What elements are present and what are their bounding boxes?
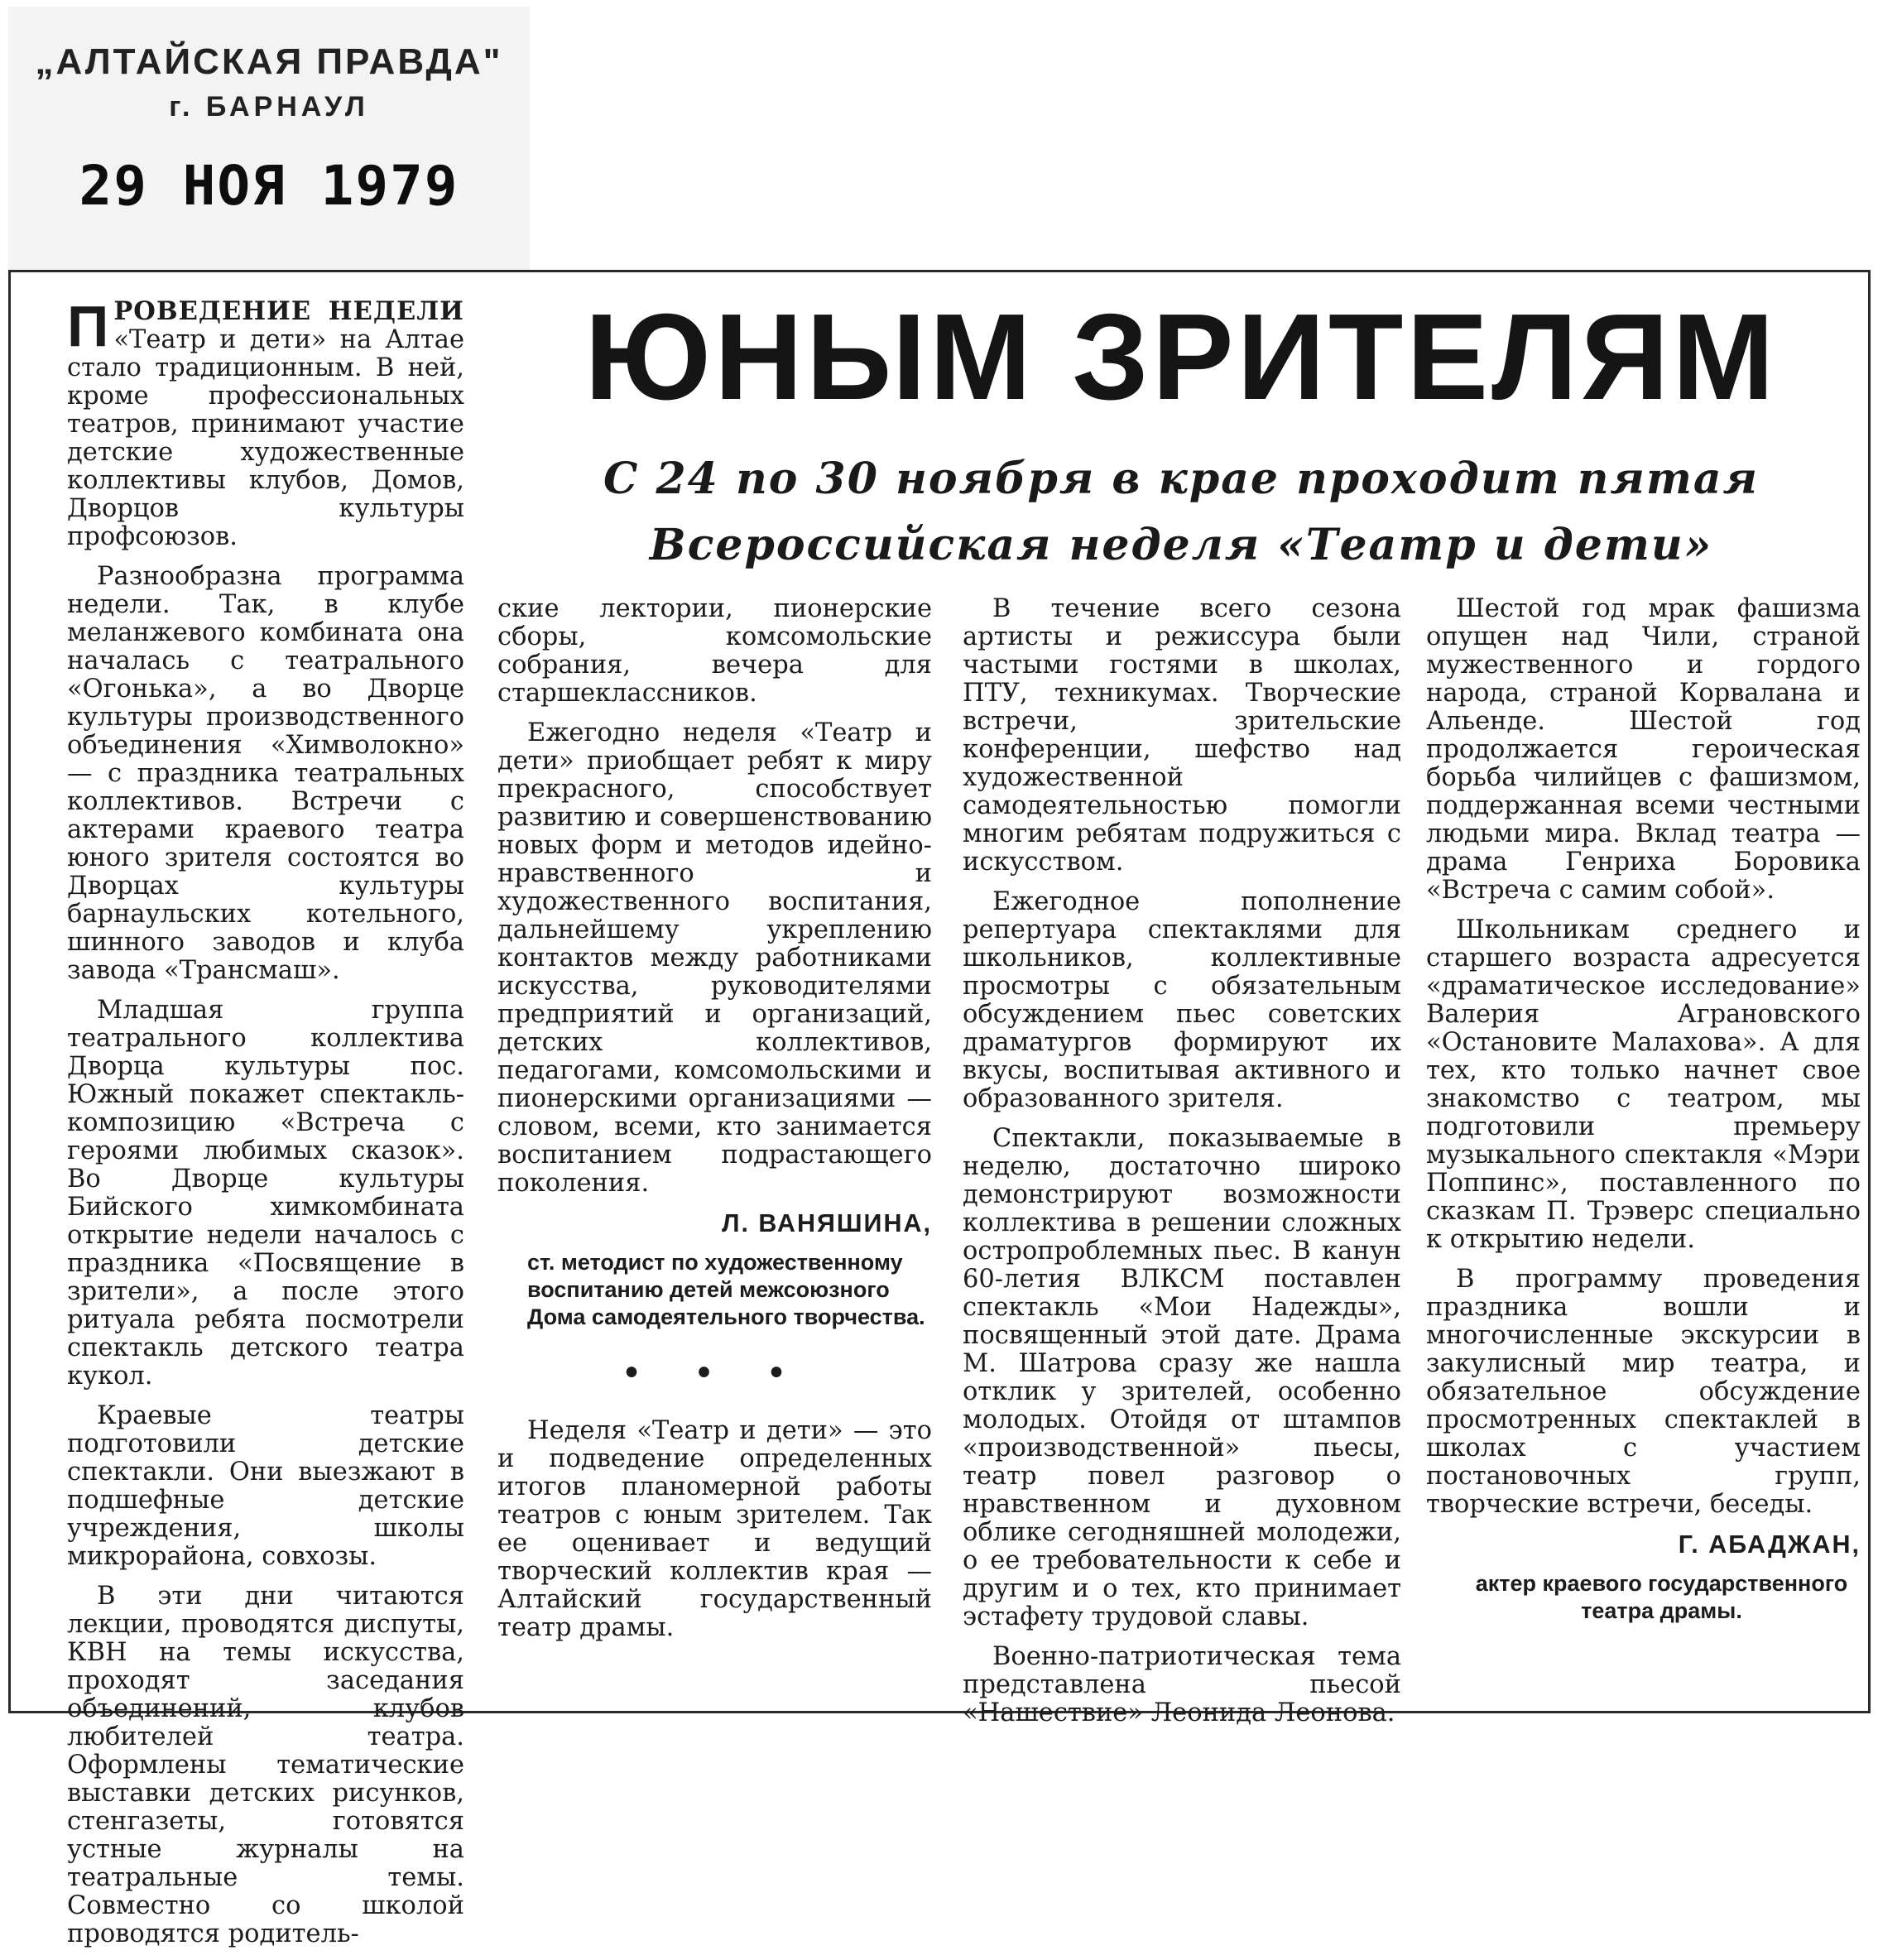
author-role: актер краевого государственного театра драмы. [1475,1571,1848,1623]
headline: ЮНЫМ ЗРИТЕЛЯМ [584,289,1778,425]
lead-paragraph [67,294,464,551]
author-signature: Г. АБАДЖАН, [1678,1530,1861,1559]
paragraph: ские лектории, пионерские сборы, комсомольские собрания, вечера для старшеклассников. [497,594,932,708]
lead-caps: РОВЕДЕНИЕ НЕДЕЛИ [113,296,464,326]
stamp-date: 29 НОЯ 1979 [79,154,459,218]
paragraph: Младшая группа театрального коллектива Дворца культуры пос. Южный покажет спектакль-композицию «Встреча с героями любимых сказок». Во Дворце культуры Бийского химкомбината открытие недели началось с праздника «Посвящение в зрители», а после этого ритуала ребята посмотрели спектакль детского театра кукол. [67,996,464,1391]
stamp-newspaper-name: „АЛТАЙСКАЯ ПРАВДА" [35,41,503,82]
paragraph: Шестой год мрак фашизма опущен над Чили, страной мужественного и гордого народа, страной Корвалана и Альенде. Шестой год продолжается героическая борьба чилийцев с фашизмом, поддержанная всеми честными людьми мира. Вклад театра — драма Генриха Боровика «Встреча с самим собой». [1426,594,1861,905]
paragraph: Школьникам среднего и старшего возраста адресуется «драматическое исследование» Валерия Аграновского «Остановите Малахова». А для тех, кто только начнет свое знакомство с театром, мы подготовили премьеру музыкального спектакля «Мэри Поппинс», поставленного по сказкам П. Трэверс специально к открытию недели. [1426,915,1861,1254]
article-column-2 [497,595,932,1654]
paragraph: Разнообразна программа недели. Так, в клубе меланжевого комбината она началась с театрального «Огонька», а во Дворце культуры производственного объединения «Химволокно» — с праздника театральных коллективов. Встречи с актерами краевого театра юного зрителя состоятся во Дворцах культуры барнаульских котельного, шинного заводов и клуба завода «Трансмаш». [67,562,464,985]
newspaper-clipping [8,270,1871,1948]
author-role: ст. методист по художественному воспитанию детей межсоюзного Дома самодеятельного творчества. [527,1250,925,1329]
paragraph: Спектакли, показываемые в неделю, достаточно широко демонстрируют возможности коллектива в решении сложных остропроблемных пьес. В канун 60-летия ВЛКСМ поставлен спектакль «Мои Надежды», посвященный этой дате. Драма М. Шатрова сразу же нашла отклик у зрителей, особенно молодых. Отойдя от штампов «производственной» пьесы, театр повел разговор о нравственном и духовном облике сегодняшней молодежи, о ее требовательности к себе и другим и о тех, кто принимает эстафету трудовой славы. [963,1124,1401,1631]
lead-text: «Театр и дети» на Алтае стало традиционным. В ней, кроме профессиональных театров, принимают участие детские художественные коллективы клубов, Домов, Дворцов культуры профсоюзов. [67,325,464,551]
drop-cap: П [67,294,109,358]
paragraph: Военно-патриотическая тема представлена пьесой «Нашествие» Леонида Леонова. [963,1642,1401,1727]
paragraph: В программу проведения праздника вошли и многочисленные экскурсии в закулисный мир театра, и обязательное обсуждение просмотренных спектаклей в школах с участием постановочных групп, творческие встречи, беседы. [1426,1265,1861,1519]
paragraph: Ежегодно неделя «Театр и дети» приобщает ребят к миру прекрасного, способствует развитию и совершенствованию новых форм и методов идейно-нравственного и художественного воспитания, дальнейшему укреплению контактов между работниками искусства, руководителями предприятий и организаций, детских коллективов, педагогами, комсомольскими и пионерскими организациями — словом, всеми, кто занимается воспитанием подрастающего поколения. [497,718,932,1198]
author-signature: Л. ВАНЯШИНА, [722,1209,932,1237]
subheadline-line-2: Всероссийская неделя «Театр и дети» [649,520,1713,570]
section-divider: • • • [622,1356,808,1391]
article-column-4 [1426,595,1861,1641]
paragraph: Неделя «Театр и дети» — это и подведение определенных итогов планомерной работы театров с юным зрителем. Так ее оценивает и ведущий творческий коллектив края — Алтайский государственный театр драмы. [497,1416,932,1642]
subheadline-line-1: С 24 по 30 ноября в крае проходит пятая [603,454,1759,504]
paragraph: Ежегодное пополнение репертуара спектаклями для школьников, коллективные просмотры с обязательным обсуждением пьес советских драматургов формируют их вкусы, воспитывая активного и образованного зрителя. [963,887,1401,1113]
archive-stamp [8,7,530,270]
article-column-3 [963,595,1401,1739]
paragraph: Краевые театры подготовили детские спектакли. Они выезжают в подшефные детские учреждения, школы микрорайона, совхозы. [67,1401,464,1571]
paragraph: В эти дни читаются лекции, проводятся диспуты, КВН на темы искусства, проходят заседания объединений, клубов любителей театра. Оформлены тематические выставки детских рисунков, стенгазеты, готовятся устные журналы на театральные темы. Совместно со школой проводятся родитель- [67,1582,464,1948]
stamp-city: г. БАРНАУЛ [169,91,369,122]
paragraph: В течение всего сезона артисты и режиссура были частыми гостями в школах, ПТУ, техникумах. Творческие встречи, зрительские конференции, шефство над художественной самодеятельностью помогли многим ребятам подружиться с искусством. [963,594,1401,877]
article-column-1 [67,294,464,1960]
